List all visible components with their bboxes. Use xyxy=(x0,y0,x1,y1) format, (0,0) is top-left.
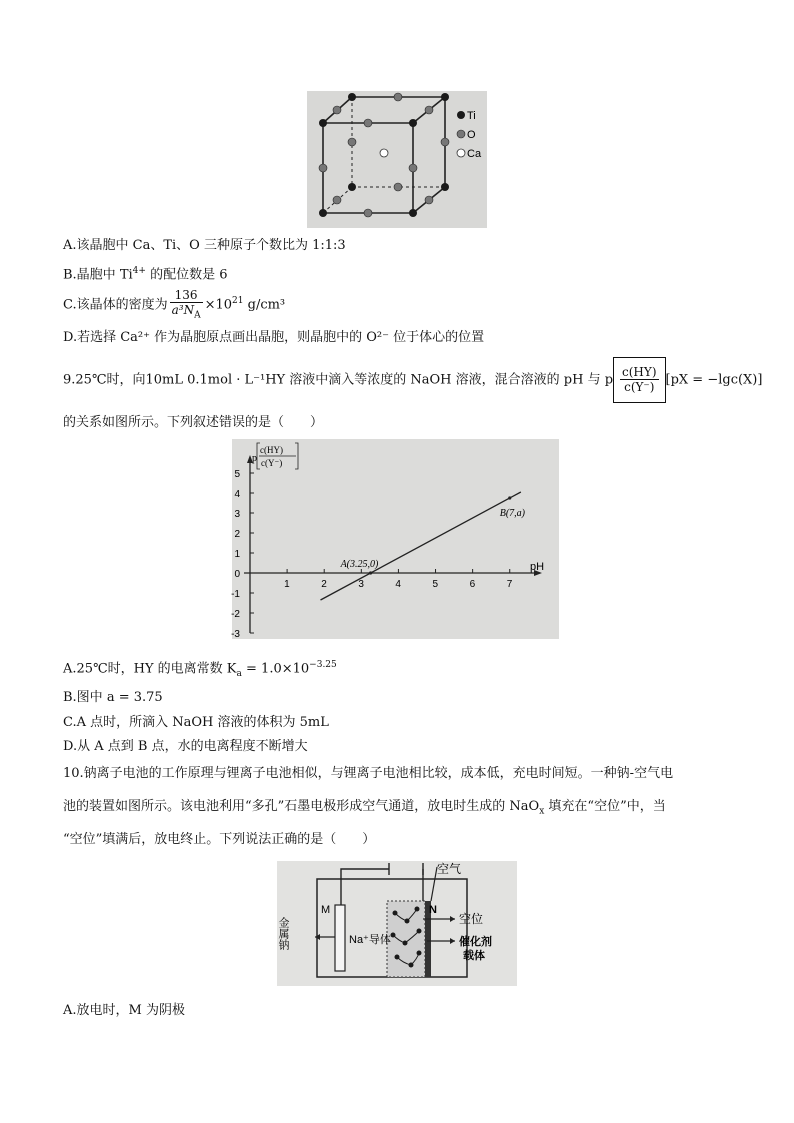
m-label: M xyxy=(321,904,331,916)
q10-line1: 10.钠离子电池的工作原理与锂离子电池相似，与锂离子电池相比较，成本低，充电时间短。一种钠-空气电 xyxy=(63,766,674,781)
q9-a-post: = 1.0×10 xyxy=(241,661,310,677)
point-marker xyxy=(369,571,372,574)
y-tick-label: -1 xyxy=(231,589,240,600)
q8-option-a: A.该晶胞中 Ca、Ti、O 三种原子个数比为 1:1:3 xyxy=(63,238,346,253)
y-tick-label: 1 xyxy=(234,549,240,560)
y-tick-label: -2 xyxy=(231,609,240,620)
q8-c-den-sub: A xyxy=(194,310,201,321)
unit-cell-diagram xyxy=(307,91,487,228)
y-tick-label: 2 xyxy=(234,529,240,540)
y-axis-label-num: c(HY) xyxy=(260,445,283,455)
x-tick-label: 6 xyxy=(469,579,476,590)
q9-fraction xyxy=(620,365,658,394)
x-tick-label: 5 xyxy=(432,579,439,590)
x-tick-label: 7 xyxy=(506,579,513,590)
vacancy-label: 空位 xyxy=(459,912,484,926)
q9-stem xyxy=(63,357,762,403)
x-tick-label: 3 xyxy=(358,579,364,590)
x-axis-label: pH xyxy=(530,561,545,573)
q8-option-c-post: ×10 xyxy=(204,297,233,313)
q9-option-b: B.图中 a = 3.75 xyxy=(63,690,163,705)
q9-option-a xyxy=(63,656,337,683)
x-tick-label: 1 xyxy=(284,579,290,590)
ph-chart xyxy=(232,439,559,639)
unit-cell-figure xyxy=(307,91,487,228)
q8-option-c-exp: 21 xyxy=(232,296,244,306)
air-label: 空气 xyxy=(437,862,462,876)
q10-line2-post: 填充在“空位”中，当 xyxy=(544,799,666,814)
q10-option-a: A.放电时，M 为阴极 xyxy=(63,1003,185,1018)
x-tick-label: 2 xyxy=(321,579,327,590)
q9-option-c: C.A 点时，所滴入 NaOH 溶液的体积为 5mL xyxy=(63,715,329,730)
battery-figure xyxy=(277,861,517,986)
m-wire xyxy=(341,869,389,905)
q8-option-b-sup: 4+ xyxy=(132,266,146,276)
legend-o: O xyxy=(467,129,476,141)
y-axis-label-den: c(Y⁻) xyxy=(261,458,283,468)
conductor-label: Na⁺导体 xyxy=(349,934,391,946)
metal-label: 金属钠 xyxy=(277,917,289,950)
q8-c-den xyxy=(170,303,203,322)
q8-option-c-pre: C.该晶体的密度为 xyxy=(63,297,168,313)
y-tick-label: 3 xyxy=(234,509,240,520)
legend-ca: Ca xyxy=(467,148,482,160)
battery-diagram xyxy=(277,861,517,986)
q8-option-d: D.若选择 Ca²⁺ 作为晶胞原点画出晶胞，则晶胞中的 O²⁻ 位于体心的位置 xyxy=(63,330,485,345)
q9-option-d: D.从 A 点到 B 点，水的电离程度不断增大 xyxy=(63,739,308,754)
x-tick-label: 4 xyxy=(395,579,401,590)
y-tick-label: 4 xyxy=(234,489,240,500)
y-tick-label: 5 xyxy=(234,469,240,480)
ph-chart-figure xyxy=(232,439,559,639)
q9-bracket xyxy=(613,357,665,403)
q9-stem-pre: 9.25℃时，向10mL 0.1mol · L⁻¹HY 溶液中滴入等浓度的 NaOH 溶液，混合溶液的 pH 与 p xyxy=(63,372,614,388)
q8-option-c-unit: g/cm³ xyxy=(243,297,286,313)
q8-option-c-fraction xyxy=(170,288,203,322)
point-label: A(3.25,0) xyxy=(340,559,379,570)
q10-line2-pre: 池的装置如图所示。该电池利用“多孔”石墨电极形成空气通道，放电时生成的 NaO xyxy=(63,799,540,814)
y-tick-label: -3 xyxy=(231,629,240,640)
point-marker xyxy=(508,496,511,499)
q8-option-b-pre: B.晶胞中 Ti xyxy=(63,267,133,283)
q9-a-pre: A.25℃时，HY 的电离常数 K xyxy=(63,661,237,677)
q8-c-den-main: a³N xyxy=(171,302,195,317)
y-tick-label: 0 xyxy=(234,569,240,580)
q9-frac-den: c(Y⁻) xyxy=(624,380,655,394)
point-label: B(7,a) xyxy=(499,508,526,519)
q8-c-num: 136 xyxy=(170,288,203,303)
q10-line2-sub: x xyxy=(539,806,545,817)
q9-frac-num: c(HY) xyxy=(622,365,657,379)
legend-ti: Ti xyxy=(467,110,476,122)
n-label: N xyxy=(429,904,437,916)
q10-line3: “空位”填满后，放电终止。下列说法正确的是（ ） xyxy=(63,832,376,847)
catalyst-label: 催化剂载体 xyxy=(459,936,492,962)
metal-sodium-electrode xyxy=(335,905,345,971)
series-line xyxy=(321,492,521,600)
q8-option-b-post: 的配位数是 6 xyxy=(145,267,228,283)
q8-option-b xyxy=(63,262,227,284)
q9-a-sub: a xyxy=(236,668,242,679)
y-axis-label-prefix: p xyxy=(252,453,257,464)
q8-option-c xyxy=(63,284,285,322)
q9-definition: [pX = −lgc(X)] xyxy=(665,372,763,388)
q9-a-exp: −3.25 xyxy=(309,660,337,670)
q9-stem-line2: 的关系如图所示。下列叙述错误的是（ ） xyxy=(63,415,324,430)
q10-line2 xyxy=(63,798,666,821)
